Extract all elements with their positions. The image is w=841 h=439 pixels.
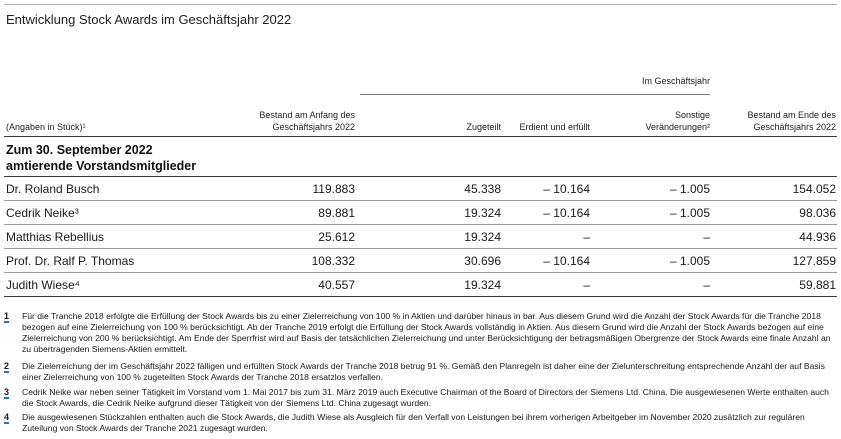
column-header-unit: (Angaben in Stück)¹ xyxy=(6,122,86,132)
group-header-rule xyxy=(360,94,710,95)
cell-start: 40.557 xyxy=(318,278,355,292)
column-header-start-line2: Geschäftsjahrs 2022 xyxy=(272,122,355,132)
group-header: Im Geschäftsjahr xyxy=(641,76,710,86)
row-name: Dr. Roland Busch xyxy=(6,182,100,196)
top-rule xyxy=(4,4,837,5)
row-name: Cedrik Neike³ xyxy=(6,206,79,220)
table-title: Entwicklung Stock Awards im Geschäftsjahr 2022 xyxy=(6,12,292,27)
footnote-number: 2 xyxy=(4,361,10,371)
section-heading-line1: Zum 30. September 2022 xyxy=(6,143,153,157)
cell-other: – xyxy=(703,278,710,292)
cell-start: 119.883 xyxy=(312,182,355,196)
row-divider xyxy=(4,248,837,249)
column-header-end-line1: Bestand am Ende des xyxy=(747,110,836,120)
header-rule xyxy=(4,136,837,137)
section-heading-line2: amtierende Vorstandsmitglieder xyxy=(6,159,197,173)
column-header-other-line1: Sonstige xyxy=(674,110,710,120)
column-header-vested: Erdient und erfüllt xyxy=(519,122,590,132)
section-rule xyxy=(4,176,837,177)
cell-granted: 19.324 xyxy=(464,278,501,292)
column-header-granted: Zugeteilt xyxy=(466,122,501,132)
cell-end: 59.881 xyxy=(799,278,836,292)
row-divider xyxy=(4,200,837,201)
cell-granted: 19.324 xyxy=(464,230,501,244)
table-bottom-rule xyxy=(4,296,837,297)
cell-other: – 1.005 xyxy=(669,254,710,268)
footnote-text: Cedrik Neike war neben seiner Tätigkeit im Vorstand vom 1. Mai 2017 bis zum 31. März 2019 auch Executive Chairman of the Board of Directors der Siemens Ltd. China. Die ausgewiesenen Werte enthalten auch die Stock Awards, die Cedrik Neike aufgrund dieser Tätigkeit von der Siemens Ltd. China zugesagt wurden. xyxy=(22,387,829,408)
footnote-text: Die ausgewiesenen Stückzahlen enthalten auch die Stock Awards, die Judith Wiese als Ausgleich für den Verfall von Leistungen bei ihrem vorherigen Arbeitgeber im November 2020 zusätzlich zur regulären Zuteilung von Stock Awards der Tranche 2021 zugesagt wurden. xyxy=(22,412,805,433)
row-name: Prof. Dr. Ralf P. Thomas xyxy=(6,254,135,268)
column-header-start xyxy=(200,109,355,133)
footnote-text: Für die Tranche 2018 erfolgte die Erfüllung der Stock Awards bis zu einer Zielerreichung von 100 % in Aktien und darüber hinaus in bar. Aus diesem Grund wird die Anzahl der Stock Awards für die Tranche 2018 bezogen auf eine Zielerreichung von 100 % berücksichtigt. Ab der Tranche 2019 erfolgt die Erfüllung der Stock Awards vollständig in Aktien. Aus diesem Grund wird die Anzahl der Stock Awards bezogen auf eine Zielerreichung von 200 % berücksichtigt. Am Ende der Sperrfrist wird auf Basis der tatsächlichen Zielerreichung und unter Berücksichtigung der betragsmäßigen Obergrenze der Stock Awards eine finale Anzahl an zu übertragenden Siemens-Aktien ermittelt. xyxy=(22,311,831,354)
cell-other: – 1.005 xyxy=(669,206,710,220)
cell-vested: – xyxy=(583,278,590,292)
row-name: Matthias Rebellius xyxy=(6,230,105,244)
cell-granted: 45.338 xyxy=(464,182,501,196)
cell-vested: – 10.164 xyxy=(543,254,590,268)
cell-granted: 30.696 xyxy=(464,254,501,268)
cell-end: 127.859 xyxy=(792,254,836,268)
cell-vested: – xyxy=(583,230,590,244)
cell-vested: – 10.164 xyxy=(543,182,590,196)
footnote-number: 4 xyxy=(4,412,10,422)
footnote-text: Die Zielerreichung der im Geschäftsjahr 2022 fälligen und erfüllten Stock Awards der Tranche 2018 betrug 91 %. Gemäß den Planregeln ist daher eine der Zielunterschreitung entsprechende Anzahl der auf Basis einer Zielerreichung von 100 % zugeteilten Stock Awards der Tranche 2018 ersatzlos verfallen. xyxy=(22,361,825,382)
column-header-end-line2: Geschäftsjahrs 2022 xyxy=(753,122,836,132)
row-name: Judith Wiese⁴ xyxy=(6,278,80,292)
cell-vested: – 10.164 xyxy=(543,206,590,220)
cell-other: – 1.005 xyxy=(669,182,710,196)
column-header-other-line2: Veränderungen² xyxy=(645,122,710,132)
row-divider xyxy=(4,272,837,273)
footnote-number: 3 xyxy=(4,387,10,397)
cell-start: 89.881 xyxy=(318,206,355,220)
section-heading xyxy=(6,142,196,174)
column-header-start-line1: Bestand am Anfang des xyxy=(259,110,355,120)
cell-end: 154.052 xyxy=(792,182,836,196)
footnote-number: 1 xyxy=(4,311,10,321)
cell-granted: 19.324 xyxy=(464,206,501,220)
cell-start: 108.332 xyxy=(311,254,355,268)
row-divider xyxy=(4,224,837,225)
cell-other: – xyxy=(703,230,710,244)
cell-end: 44.936 xyxy=(799,230,836,244)
column-header-end xyxy=(700,109,836,133)
cell-end: 98.036 xyxy=(799,206,836,220)
column-header-other xyxy=(590,109,710,133)
cell-start: 25.612 xyxy=(318,230,355,244)
